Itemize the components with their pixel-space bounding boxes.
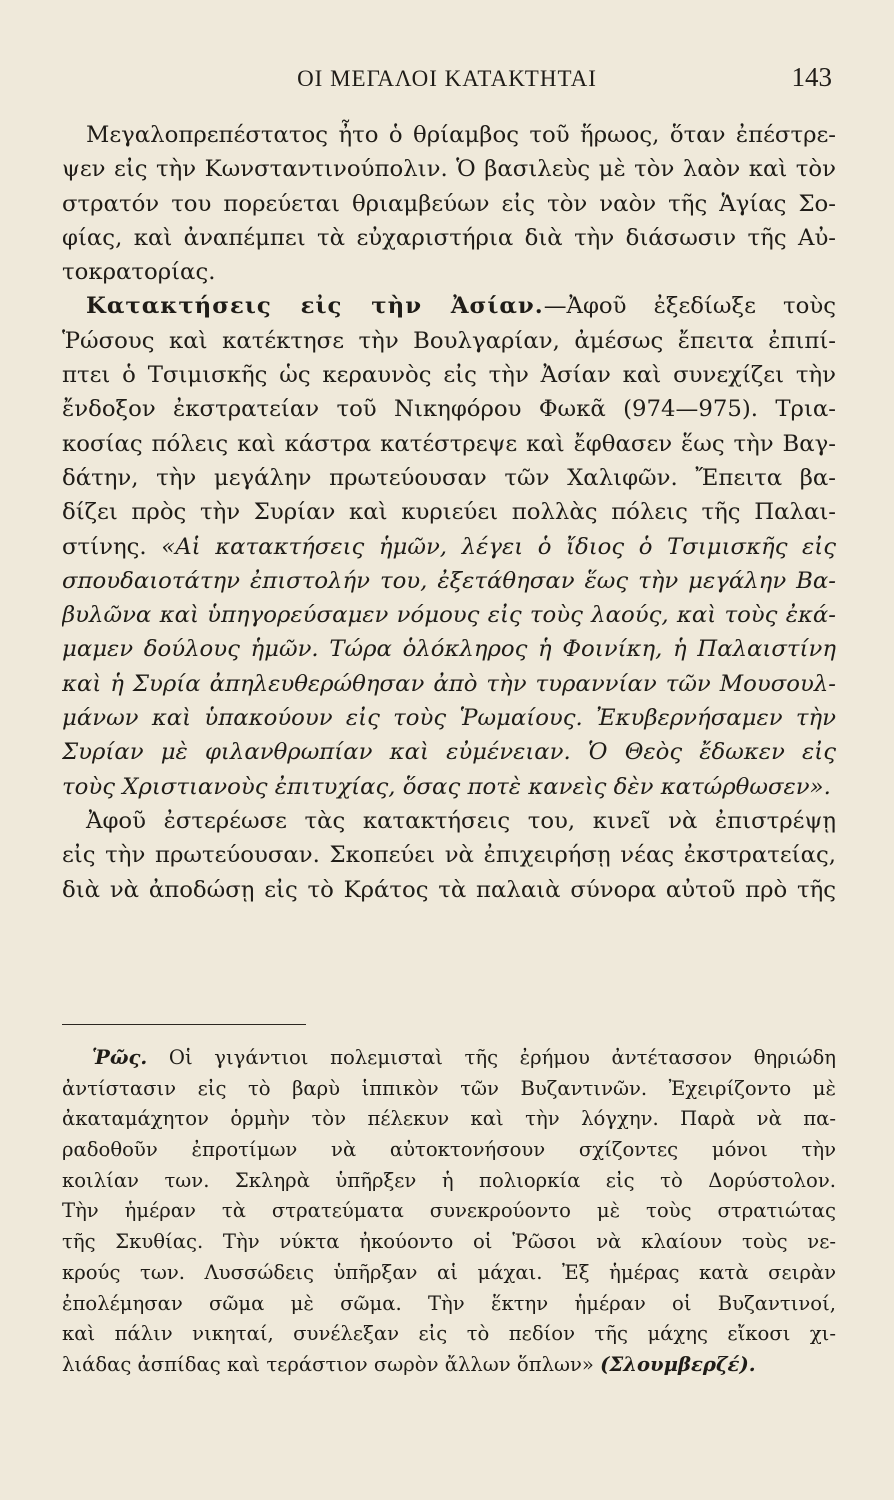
footnote-line: ἐπολέμησαν σῶμα μὲ σῶμα. Τὴν ἕκτην ἡμέραν οἱ Βυζαντινοί, [62,1291,836,1315]
footnote-author: (Σλουμβερζέ). [600,1352,756,1376]
text-span: στίνης. [62,533,147,560]
text-line: στρατόν του πορεύεται θριαμβεύων εἰς τὸν ναὸν τῆς Ἁγίας Σο- [62,190,836,217]
text-line: δίζει πρὸς τὴν Συρίαν καὶ κυριεύει πολλὰς πόλεις τῆς Παλαι- [62,499,836,526]
text-line [62,289,836,323]
text-line: πτει ὁ Τσιμισκῆς ὡς κεραυνὸς εἰς τὴν Ἀσίαν καὶ συνεχίζει τὴν [62,362,836,389]
text-line: Μεγαλοπρεπέστατος ἦτο ὁ θρίαμβος τοῦ ἥρωος, ὅταν ἐπέστρε- [86,122,836,148]
footnote-line: κρούς των. Λυσσώδεις ὑπῆρξαν αἱ μάχαι. Ἐξ ἡμέρας κατὰ σειρὰν [62,1260,836,1284]
quote-line: Συρίαν μὲ φιλανθρωπίαν καὶ εὐμένειαν. Ὁ Θεὸς ἔδωκεν εἰς [62,739,836,766]
text-line: Ἀφοῦ ἐστερέωσε τὰς κατακτήσεις του, κινεῖ νὰ ἐπιστρέψῃ [86,807,836,834]
text-line [62,530,836,564]
text-line: διὰ νὰ ἀποδώσῃ εἰς τὸ Κράτος τὰ παλαιὰ σύνορα αὐτοῦ πρὸ τῆς [62,876,836,903]
footnote [62,1043,836,1381]
page-header [62,62,832,102]
text-line: Ῥώσους καὶ κατέκτησε τὴν Βουλγαρίαν, ἀμέσως ἔπειτα ἐπιπί- [62,327,836,354]
text-span: —Ἀφοῦ ἐξεδίωξε τοὺς [543,293,836,320]
main-text [62,118,836,907]
quote-line: σπουδαιοτάτην ἐπιστολήν του, ἐξετάθησαν ἕως τὴν μεγάλην Βα- [62,567,836,594]
footnote-rule [62,1024,306,1025]
text-span: λιάδας ἀσπίδας καὶ τεράστιον σωρὸν ἄλλων ὅπλων» [62,1352,594,1376]
footnote-line: Τὴν ἡμέραν τὰ στρατεύματα συνεκρούοντο μὲ τοὺς στρατιώτας [62,1199,836,1223]
footnote-line: ἀντίστασιν εἰς τὸ βαρὺ ἱππικὸν τῶν Βυζαντινῶν. Ἐχειρίζοντο μὲ [62,1076,836,1100]
footnote-line: τῆς Σκυθίας. Τὴν νύκτα ἠκούοντο οἱ Ῥῶσοι νὰ κλαίουν τοὺς νε- [62,1230,836,1254]
text-line: κοσίας πόλεις καὶ κάστρα κατέστρεψε καὶ ἔφθασεν ἕως τὴν Βαγ- [62,430,836,457]
footnote-label: Ῥῶς. [92,1046,148,1069]
quote-line: μάνων καὶ ὑπακούουν εἰς τοὺς Ῥωμαίους. Ἐκυβερνήσαμεν τὴν [62,705,836,732]
footnote-line [62,1043,836,1074]
quote-line: μαμεν δούλους ἡμῶν. Τώρα ὁλόκληρος ἡ Φοινίκη, ἡ Παλαιστίνη [62,636,836,663]
page-number: 143 [791,62,832,92]
running-title: ΟΙ ΜΕΓΑΛΟΙ ΚΑΤΑΚΤΗΤΑΙ [297,66,597,91]
text-line: φίας, καὶ ἀναπέμπει τὰ εὐχαριστήρια διὰ τὴν διάσωσιν τῆς Αὐ- [62,224,836,251]
quote-span: «Αἱ κατακτήσεις ἡμῶν, λέγει ὁ ἴδιος ὁ Τσιμισκῆς εἰς [161,533,836,560]
quote-line: καὶ ἡ Συρία ἀπηλευθερώθησαν ἀπὸ τὴν τυραννίαν τῶν Μουσουλ- [62,670,836,697]
text-line: ἔνδοξον ἐκστρατείαν τοῦ Νικηφόρου Φωκᾶ (974—975). Τρια- [62,396,836,423]
text-line: τοκρατορίας. [62,259,216,286]
text-line: ψεν εἰς τὴν Κωνσταντινούπολιν. Ὁ βασιλεὺς μὲ τὸν λαὸν καὶ τὸν [62,156,836,183]
section-heading: Κατακτήσεις εἰς τὴν Ἀσίαν. [86,293,544,320]
quote-line: βυλῶνα καὶ ὑπηγορεύσαμεν νόμους εἰς τοὺς λαούς, καὶ τοὺς ἐκά- [62,602,836,629]
footnote-line: ραδοθοῦν ἐπροτίμων νὰ αὐτοκτονήσουν σχίζοντες μόνοι τὴν [62,1138,836,1162]
text-line: δάτην, τὴν μεγάλην πρωτεύουσαν τῶν Χαλιφῶν. Ἔπειτα βα- [62,464,836,491]
quote-line: τοὺς Χριστιανοὺς ἐπιτυχίας, ὅσας ποτὲ κανεὶς δὲν κατώρθωσεν». [62,773,831,800]
text-line: εἰς τὴν πρωτεύουσαν. Σκοπεύει νὰ ἐπιχειρήσῃ νέας ἐκστρατείας, [62,842,836,869]
footnote-line [62,1350,836,1381]
footnote-line: καὶ πάλιν νικηταί, συνέλεξαν εἰς τὸ πεδίον τῆς μάχης εἴκοσι χι- [62,1322,836,1346]
text-span: Οἱ γιγάντιοι πολεμισταὶ τῆς ἐρήμου ἀντέτασσον θηριώδη [168,1046,836,1069]
footnote-line: ἀκαταμάχητον ὁρμὴν τὸν πέλεκυν καὶ τὴν λόγχην. Παρὰ νὰ πα- [62,1107,836,1131]
footnote-line: κοιλίαν των. Σκληρὰ ὑπῆρξεν ἡ πολιορκία εἰς τὸ Δορύστολον. [62,1168,836,1192]
